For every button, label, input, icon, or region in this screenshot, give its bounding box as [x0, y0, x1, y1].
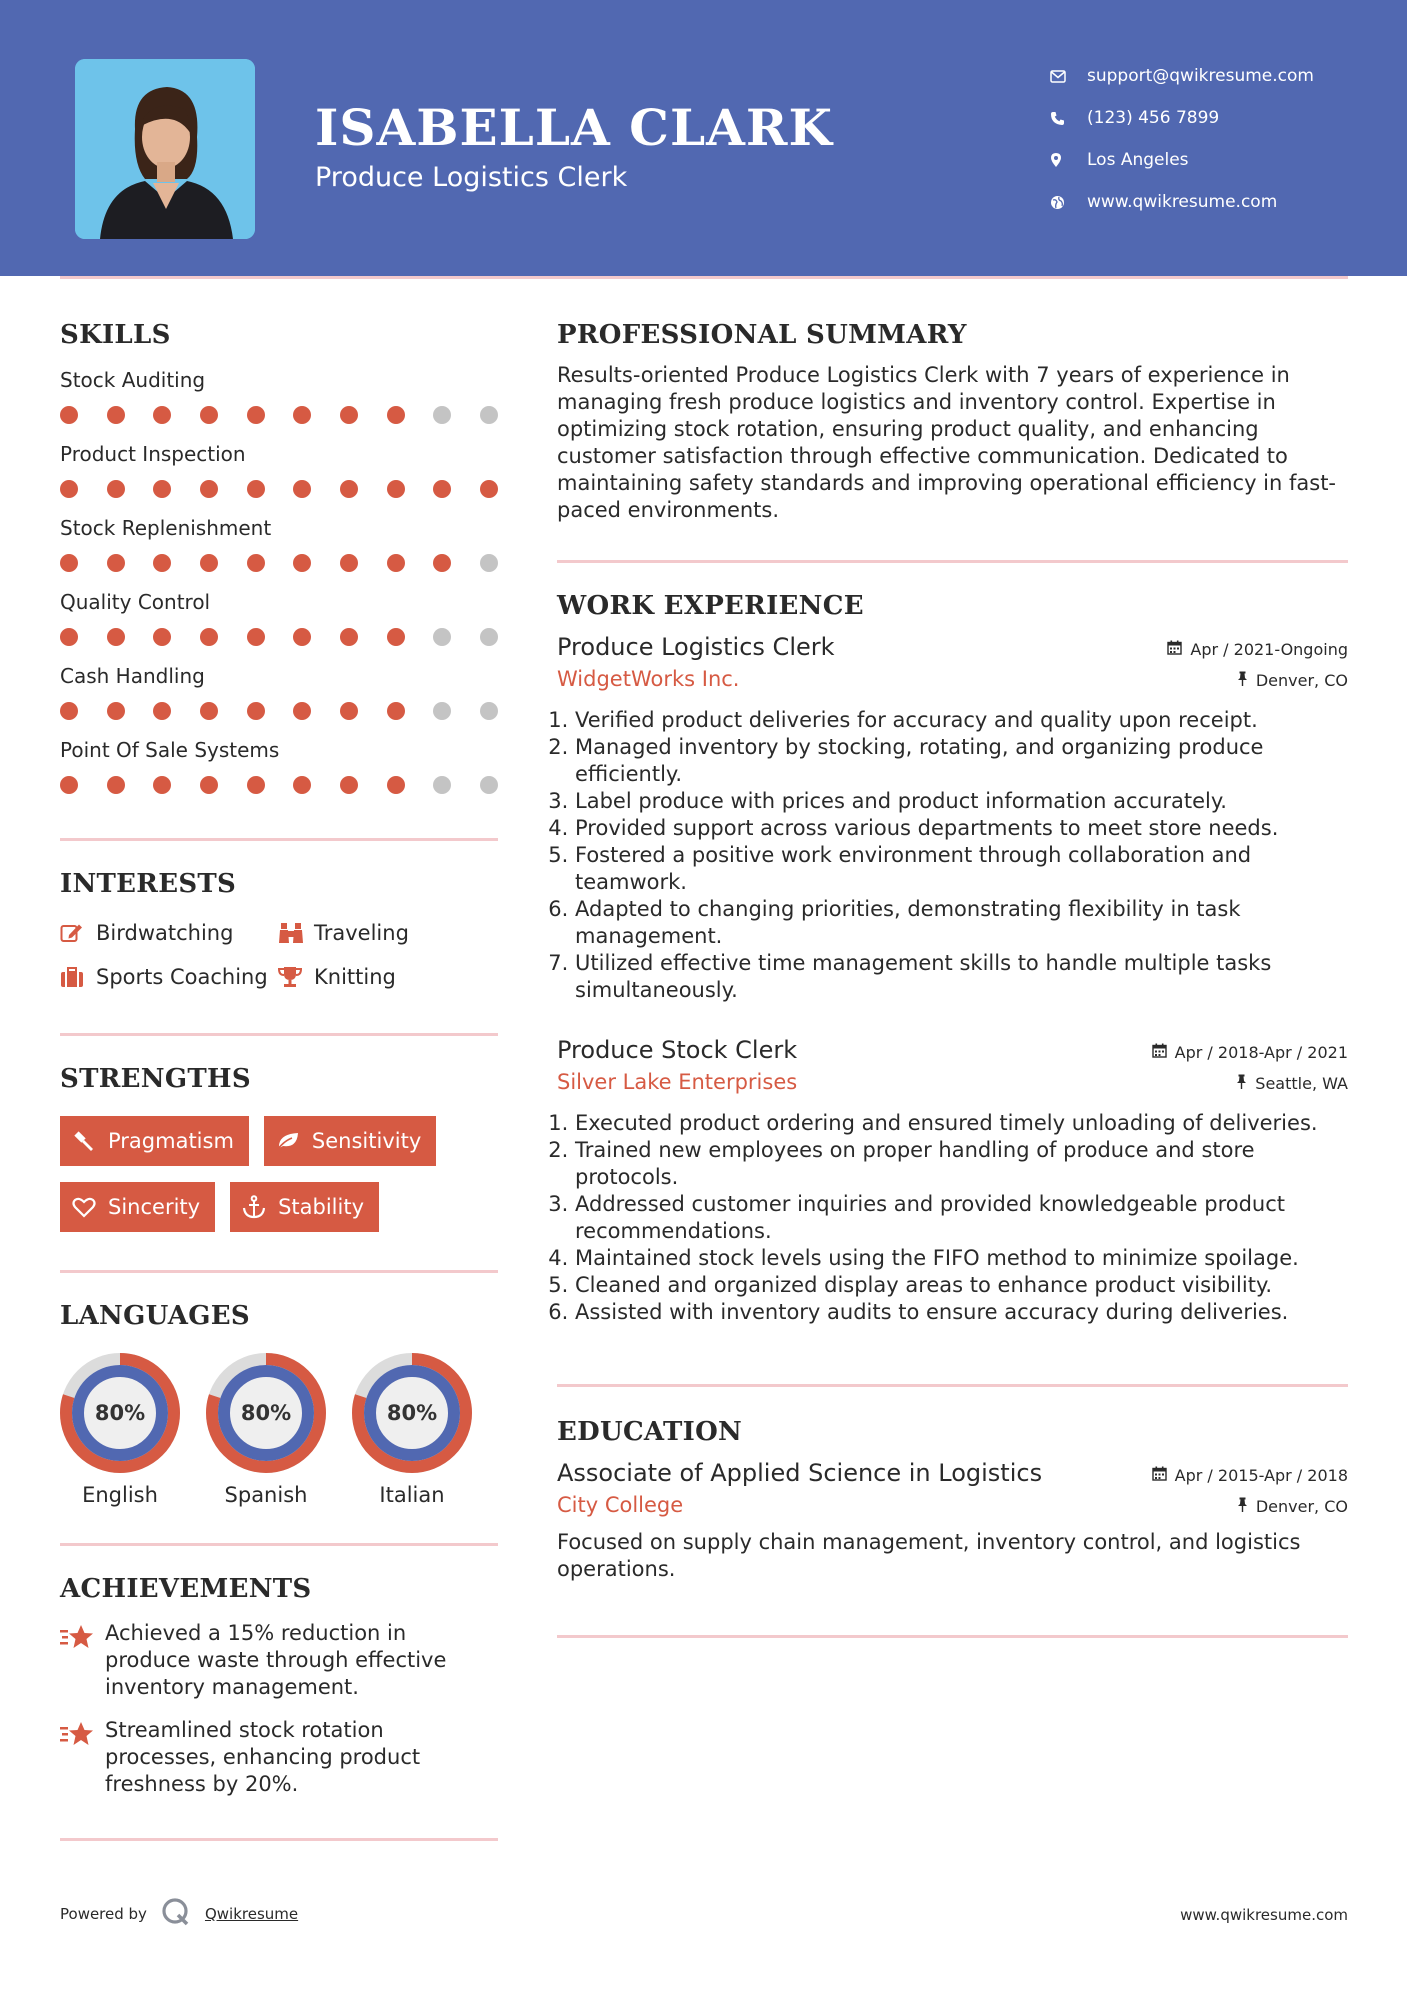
section-divider: [60, 1033, 498, 1036]
rating-dot-filled: [433, 554, 451, 572]
skill-rating: [60, 776, 498, 794]
rating-dot-filled: [293, 776, 311, 794]
job-head: [557, 1036, 1348, 1064]
rating-dot-filled: [340, 776, 358, 794]
skill-rating: [60, 480, 498, 498]
duty-item: 1. Executed product ordering and ensured timely unloading of deliveries.: [575, 1110, 1348, 1137]
interest-item: [278, 965, 478, 989]
interest-item: [60, 921, 278, 945]
rating-dot-filled: [60, 406, 78, 424]
achievement-text: Achieved a 15% reduction in produce waste through effective inventory management.: [105, 1621, 447, 1699]
rating-dot-filled: [387, 628, 405, 646]
job-entry: [557, 633, 1348, 1004]
job-title: Produce Logistics Clerk: [557, 633, 835, 661]
contact-email-text: support@qwikresume.com: [1087, 66, 1314, 86]
skill-rating: [60, 628, 498, 646]
briefcase-icon: [60, 967, 96, 988]
mail-icon: [1050, 70, 1087, 83]
rating-dot-filled: [200, 480, 218, 498]
language-name: English: [82, 1483, 158, 1507]
rating-dot-filled: [153, 776, 171, 794]
language-name: Italian: [379, 1483, 445, 1507]
job-location-text: Denver, CO: [1255, 671, 1348, 690]
rating-dot-filled: [247, 406, 265, 424]
achievements-heading: ACHIEVEMENTS: [60, 1574, 312, 1604]
rating-dot-filled: [387, 406, 405, 424]
section-divider: [60, 1543, 498, 1546]
job-title: Produce Stock Clerk: [557, 1036, 798, 1064]
duty-item: 4. Provided support across various departments to meet store needs.: [575, 815, 1348, 842]
footer-website[interactable]: www.qwikresume.com: [1180, 1906, 1348, 1924]
rating-dot-filled: [387, 702, 405, 720]
rating-dot-filled: [247, 702, 265, 720]
profile-photo-illustration: [75, 59, 255, 239]
skill-rating: [60, 406, 498, 424]
left-column: [60, 320, 498, 1841]
contact-website[interactable]: [1050, 181, 1390, 223]
qwikresume-logo-icon: [161, 1897, 191, 1931]
rating-dot-filled: [247, 776, 265, 794]
rating-dot-filled: [107, 480, 125, 498]
interest-item: [60, 965, 278, 989]
location-icon: [1050, 152, 1087, 168]
section-divider: [557, 560, 1348, 563]
interests-list: [60, 921, 498, 989]
education-date-text: Apr / 2015-Apr / 2018: [1174, 1466, 1348, 1485]
rating-dot-empty: [433, 776, 451, 794]
trophy-icon: [278, 966, 314, 988]
strength-label: Sincerity: [108, 1195, 201, 1219]
language-item: [352, 1353, 472, 1507]
strengths-heading: STRENGTHS: [60, 1064, 251, 1094]
duty-item: 2. Trained new employees on proper handling of produce and store protocols.: [575, 1137, 1348, 1191]
rating-dot-filled: [153, 406, 171, 424]
rating-dot-filled: [293, 480, 311, 498]
skill-name: Quality Control: [60, 590, 211, 614]
rating-dot-empty: [433, 406, 451, 424]
strengths-list: [60, 1116, 498, 1232]
section-divider: [557, 1384, 1348, 1387]
education-heading: EDUCATION: [557, 1417, 743, 1447]
education-location: [1237, 1497, 1348, 1516]
interest-label: Sports Coaching: [96, 965, 268, 989]
jobs-list: [557, 633, 1348, 1326]
job-duties: [557, 707, 1348, 1004]
rating-dot-filled: [153, 554, 171, 572]
duty-item: 6. Assisted with inventory audits to ensure accuracy during deliveries.: [575, 1299, 1348, 1326]
rating-dot-empty: [480, 776, 498, 794]
section-divider: [60, 838, 498, 841]
duty-item: 5. Cleaned and organized display areas to enhance product visibility.: [575, 1272, 1348, 1299]
candidate-title: Produce Logistics Clerk: [315, 162, 628, 193]
rating-dot-filled: [433, 480, 451, 498]
strength-tag: [60, 1116, 249, 1166]
education-head: [557, 1459, 1348, 1487]
calendar-icon: [1152, 1043, 1167, 1062]
skill-name: Stock Auditing: [60, 368, 206, 392]
contact-list: [1050, 55, 1390, 223]
rating-dot-filled: [340, 702, 358, 720]
rating-dot-filled: [107, 554, 125, 572]
job-company: WidgetWorks Inc.: [557, 667, 740, 691]
education-sub: [557, 1493, 1348, 1517]
rating-dot-filled: [60, 702, 78, 720]
rating-dot-filled: [200, 702, 218, 720]
rating-dot-filled: [387, 480, 405, 498]
candidate-name: ISABELLA CLARK: [315, 98, 833, 157]
achievement-item: [60, 1717, 498, 1798]
duty-item: 3. Label produce with prices and product information accurately.: [575, 788, 1348, 815]
duty-item: 2. Managed inventory by stocking, rotating, and organizing produce efficiently.: [575, 734, 1348, 788]
leaf-icon: [276, 1131, 312, 1151]
strength-tag: [264, 1116, 436, 1166]
skill-name: Cash Handling: [60, 664, 205, 688]
job-duties: [557, 1110, 1348, 1326]
summary-text: Results-oriented Produce Logistics Clerk with 7 years of experience in managing fresh produce logistics and inventory control. Expertise in optimizing stock rotation, ensuring product quality, and enhancing customer satisfaction through effective communication. Dedicated to maintaining safety standards and improving operational efficiency in fast-paced environments.: [557, 363, 1337, 522]
achievements-list: [60, 1620, 498, 1798]
section-divider: [60, 1838, 498, 1841]
achievement-item: [60, 1620, 498, 1701]
contact-website-text: www.qwikresume.com: [1087, 192, 1278, 212]
duty-item: 1. Verified product deliveries for accuracy and quality upon receipt.: [575, 707, 1348, 734]
job-head: [557, 633, 1348, 661]
calendar-icon: [1152, 1466, 1167, 1485]
strength-tag: [60, 1182, 215, 1232]
duty-item: 7. Utilized effective time management skills to handle multiple tasks simultaneously.: [575, 950, 1348, 1004]
pin-icon: [1237, 671, 1248, 690]
job-location: [1237, 671, 1348, 690]
rating-dot-filled: [387, 554, 405, 572]
rating-dot-empty: [480, 702, 498, 720]
rating-dot-filled: [200, 406, 218, 424]
skill-name: Point Of Sale Systems: [60, 738, 280, 762]
contact-phone-text: (123) 456 7899: [1087, 108, 1220, 128]
job-date: [1167, 640, 1348, 659]
pin-icon: [1236, 1074, 1247, 1093]
rating-dot-filled: [247, 554, 265, 572]
right-column: [557, 320, 1348, 1638]
interest-item: [278, 921, 478, 945]
strength-label: Pragmatism: [108, 1129, 234, 1153]
phone-icon: [1050, 111, 1087, 126]
interests-heading: INTERESTS: [60, 869, 237, 899]
rating-dot-filled: [340, 406, 358, 424]
language-percent: 80%: [240, 1401, 292, 1425]
star-badge-icon: [60, 1620, 105, 1701]
skills-heading: SKILLS: [60, 320, 171, 350]
gavel-icon: [72, 1130, 108, 1152]
rating-dot-filled: [247, 628, 265, 646]
profile-photo: [75, 59, 255, 239]
interest-label: Knitting: [314, 965, 396, 989]
rating-dot-empty: [433, 628, 451, 646]
language-percent: 80%: [386, 1401, 438, 1425]
rating-dot-filled: [60, 554, 78, 572]
rating-dot-filled: [107, 702, 125, 720]
job-location-text: Seattle, WA: [1255, 1074, 1348, 1093]
language-donut: [206, 1353, 326, 1473]
job-company: Silver Lake Enterprises: [557, 1070, 798, 1094]
rating-dot-filled: [107, 628, 125, 646]
rating-dot-empty: [480, 554, 498, 572]
skill-rating: [60, 554, 498, 572]
anchor-icon: [242, 1195, 278, 1219]
education-date: [1152, 1466, 1348, 1485]
languages-heading: LANGUAGES: [60, 1301, 250, 1331]
language-percent: 80%: [94, 1401, 146, 1425]
star-badge-icon: [60, 1717, 105, 1798]
rating-dot-filled: [247, 480, 265, 498]
rating-dot-filled: [340, 628, 358, 646]
rating-dot-filled: [200, 554, 218, 572]
education-location-text: Denver, CO: [1255, 1497, 1348, 1516]
rating-dot-empty: [480, 628, 498, 646]
language-donut: [60, 1353, 180, 1473]
job-date-text: Apr / 2018-Apr / 2021: [1174, 1043, 1348, 1062]
contact-email[interactable]: [1050, 55, 1390, 97]
strength-label: Sensitivity: [311, 1129, 422, 1153]
rating-dot-filled: [387, 776, 405, 794]
duty-item: 6. Adapted to changing priorities, demonstrating flexibility in task management.: [575, 896, 1348, 950]
skills-list: [60, 368, 498, 794]
education-description: Focused on supply chain management, inventory control, and logistics operations.: [557, 1530, 1301, 1581]
strength-tag: [230, 1182, 379, 1232]
calendar-icon: [1167, 640, 1182, 659]
rating-dot-filled: [60, 480, 78, 498]
rating-dot-filled: [480, 480, 498, 498]
rating-dot-filled: [293, 628, 311, 646]
rating-dot-filled: [60, 776, 78, 794]
skill-name: Product Inspection: [60, 442, 246, 466]
rating-dot-empty: [480, 406, 498, 424]
rating-dot-filled: [107, 406, 125, 424]
languages-list: [60, 1353, 498, 1507]
duty-item: 5. Fostered a positive work environment through collaboration and teamwork.: [575, 842, 1348, 896]
experience-heading: WORK EXPERIENCE: [557, 591, 864, 621]
duty-item: 4. Maintained stock levels using the FIFO method to minimize spoilage.: [575, 1245, 1348, 1272]
job-sub: [557, 1070, 1348, 1094]
pencil-square-icon: [60, 922, 96, 944]
rating-dot-filled: [200, 628, 218, 646]
job-sub: [557, 667, 1348, 691]
skill-rating: [60, 702, 498, 720]
section-divider: [557, 1635, 1348, 1638]
education-degree: Associate of Applied Science in Logistics: [557, 1459, 1043, 1487]
rating-dot-filled: [153, 480, 171, 498]
job-date: [1152, 1043, 1348, 1062]
education-school: City College: [557, 1493, 684, 1517]
rating-dot-filled: [153, 702, 171, 720]
rating-dot-filled: [293, 554, 311, 572]
powered-by-text: Powered by: [60, 1905, 147, 1923]
job-date-text: Apr / 2021-Ongoing: [1190, 640, 1348, 659]
rating-dot-filled: [60, 628, 78, 646]
strength-label: Stability: [278, 1195, 365, 1219]
rating-dot-filled: [107, 776, 125, 794]
rating-dot-filled: [293, 406, 311, 424]
job-entry: [557, 1036, 1348, 1326]
rating-dot-filled: [340, 480, 358, 498]
rating-dot-filled: [340, 554, 358, 572]
rating-dot-filled: [153, 628, 171, 646]
pin-icon: [1237, 1497, 1248, 1516]
achievement-text: Streamlined stock rotation processes, enhancing product freshness by 20%.: [105, 1718, 421, 1796]
rating-dot-filled: [200, 776, 218, 794]
globe-icon: [1050, 195, 1087, 210]
binoculars-icon: [278, 922, 314, 944]
language-item: [206, 1353, 326, 1507]
footer-powered-by: [60, 1897, 298, 1931]
interest-label: Traveling: [314, 921, 409, 945]
qwikresume-link[interactable]: Qwikresume: [204, 1905, 299, 1923]
summary-heading: PROFESSIONAL SUMMARY: [557, 320, 967, 350]
header-divider: [60, 276, 1348, 279]
skill-name: Stock Replenishment: [60, 516, 272, 540]
job-location: [1236, 1074, 1348, 1093]
heart-icon: [72, 1197, 108, 1218]
interest-label: Birdwatching: [96, 921, 234, 945]
language-item: [60, 1353, 180, 1507]
contact-location-text: Los Angeles: [1087, 150, 1189, 170]
contact-phone[interactable]: [1050, 97, 1390, 139]
rating-dot-filled: [293, 702, 311, 720]
language-name: Spanish: [224, 1483, 308, 1507]
header-banner: [0, 0, 1407, 276]
section-divider: [60, 1270, 498, 1273]
language-donut: [352, 1353, 472, 1473]
contact-location: [1050, 139, 1390, 181]
rating-dot-empty: [433, 702, 451, 720]
duty-item: 3. Addressed customer inquiries and provided knowledgeable product recommendations.: [575, 1191, 1348, 1245]
